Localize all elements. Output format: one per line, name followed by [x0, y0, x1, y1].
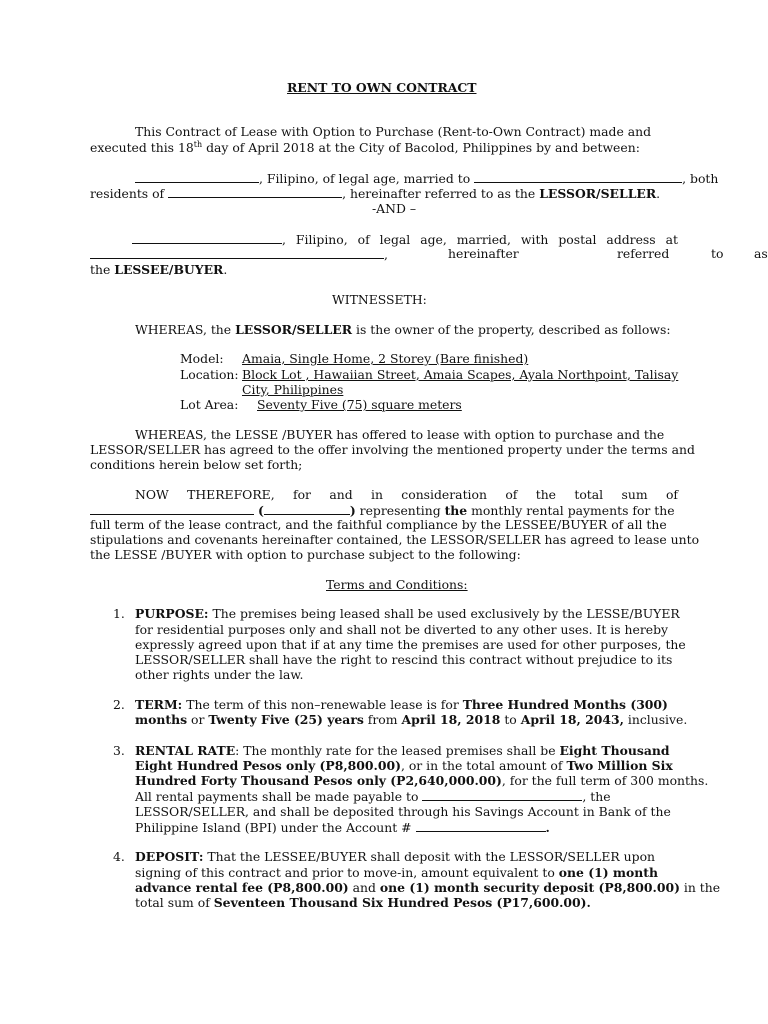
purpose-line-3: expressly agreed upon that if at any time the premises are used for other purposes, the: [135, 637, 686, 652]
total-sum-figures-blank[interactable]: [264, 502, 350, 515]
purpose-line-5: other rights under the law.: [135, 667, 304, 682]
purpose-line-4: LESSOR/SELLER shall have the right to rescind this contract without prejudice to its: [135, 652, 673, 667]
now-therefore-line-5: the LESSE /BUYER with option to purchase subject to the following:: [90, 547, 521, 562]
now-therefore-line-1: NOW THEREFORE, for and in consideration of the total sum of: [135, 487, 678, 502]
deposit-line-4: total sum of Seventeen Thousand Six Hundred Pesos (P17,600.00).: [135, 895, 591, 910]
location-value-1: Block Lot , Hawaiian Street, Amaia Scapes, Ayala Northpoint, Talisay: [242, 367, 679, 382]
lessee-line-1: , Filipino, of legal age, married, with postal address at: [132, 231, 678, 247]
term-line-2: months or Twenty Five (25) years from April 18, 2018 to April 18, 2043, inclusive.: [135, 712, 688, 727]
page-title: RENT TO OWN CONTRACT: [287, 80, 477, 95]
item-number-3: 3.: [113, 743, 125, 758]
location-value-2: City, Philippines: [242, 382, 344, 397]
rental-line-2: Eight Hundred Pesos only (P8,800.00), or in the total amount of Two Million Six: [135, 758, 673, 773]
rental-line-6: Philippine Island (BPI) under the Account # .: [135, 820, 550, 835]
lessee-line-2: , hereinafter referred to as: [90, 246, 678, 262]
lessee-address-blank[interactable]: [90, 246, 384, 259]
lessor-name-blank[interactable]: [135, 170, 259, 183]
lessor-residence-blank[interactable]: [168, 185, 342, 198]
rental-line-3: Hundred Forty Thousand Pesos only (P2,640,000.00), for the full term of 300 months.: [135, 773, 709, 788]
model-value: Amaia, Single Home, 2 Storey (Bare finished): [242, 351, 529, 366]
intro-line-2: executed this 18th day of April 2018 at the City of Bacolod, Philippines by and between:: [90, 139, 640, 155]
now-therefore-line-3: full term of the lease contract, and the faithful compliance by the LESSEE/BUYER of all the: [90, 517, 667, 532]
purpose-line-1: PURPOSE: The premises being leased shall be used exclusively by the LESSE/BUYER: [135, 606, 680, 621]
intro-line-1: This Contract of Lease with Option to Purchase (Rent-to-Own Contract) made and: [135, 124, 652, 139]
deposit-line-2: signing of this contract and prior to move-in, amount equivalent to one (1) month: [135, 865, 658, 880]
item-number-4: 4.: [113, 849, 125, 864]
and-separator: -AND –: [372, 201, 417, 216]
lessee-name-blank[interactable]: [132, 231, 282, 244]
lot-area-label: Lot Area:: [180, 397, 239, 412]
location-label: Location:: [180, 367, 239, 382]
lessor-line-2: residents of , hereinafter referred to as the LESSOR/SELLER.: [90, 186, 661, 201]
model-label: Model:: [180, 351, 224, 366]
total-sum-words-blank[interactable]: [90, 502, 254, 515]
payee-blank[interactable]: [422, 788, 582, 801]
now-therefore-line-2: ( ) representing the monthly rental payments for the: [90, 502, 675, 518]
deposit-line-1: DEPOSIT: That the LESSEE/BUYER shall deposit with the LESSOR/SELLER upon: [135, 849, 656, 864]
deposit-line-3: advance rental fee (P8,800.00) and one (1) month security deposit (P8,800.00) in the: [135, 880, 721, 895]
lessor-line-1: , Filipino, of legal age, married to , both: [135, 170, 718, 186]
lot-area-value: Seventy Five (75) square meters: [257, 397, 462, 412]
rental-line-4: All rental payments shall be made payable to , the: [135, 789, 611, 804]
item-number-1: 1.: [113, 606, 125, 621]
lessee-line-3: the LESSEE/BUYER.: [90, 262, 228, 277]
term-line-1: TERM: The term of this non–renewable lease is for Three Hundred Months (300): [135, 697, 668, 712]
lessor-spouse-blank[interactable]: [474, 170, 682, 183]
now-therefore-line-4: stipulations and covenants hereinafter contained, the LESSOR/SELLER has agreed to lease unto: [90, 532, 700, 547]
whereas-1: WHEREAS, the LESSOR/SELLER is the owner of the property, described as follows:: [135, 322, 671, 337]
item-number-2: 2.: [113, 697, 125, 712]
whereas-2-line-2: LESSOR/SELLER has agreed to the offer involving the mentioned property under the terms and: [90, 442, 695, 457]
account-number-blank[interactable]: [416, 819, 546, 832]
whereas-2-line-3: conditions herein below set forth;: [90, 457, 303, 472]
whereas-2-line-1: WHEREAS, the LESSE /BUYER has offered to lease with option to purchase and the: [135, 427, 665, 442]
rental-line-5: LESSOR/SELLER, and shall be deposited through his Savings Account in Bank of the: [135, 804, 671, 819]
witnesseth-heading: WITNESSETH:: [332, 292, 427, 307]
terms-heading: Terms and Conditions:: [326, 577, 468, 592]
rental-line-1: RENTAL RATE: The monthly rate for the leased premises shall be Eight Thousand: [135, 743, 670, 758]
purpose-line-2: for residential purposes only and shall not be diverted to any other uses. It is hereby: [135, 622, 669, 637]
